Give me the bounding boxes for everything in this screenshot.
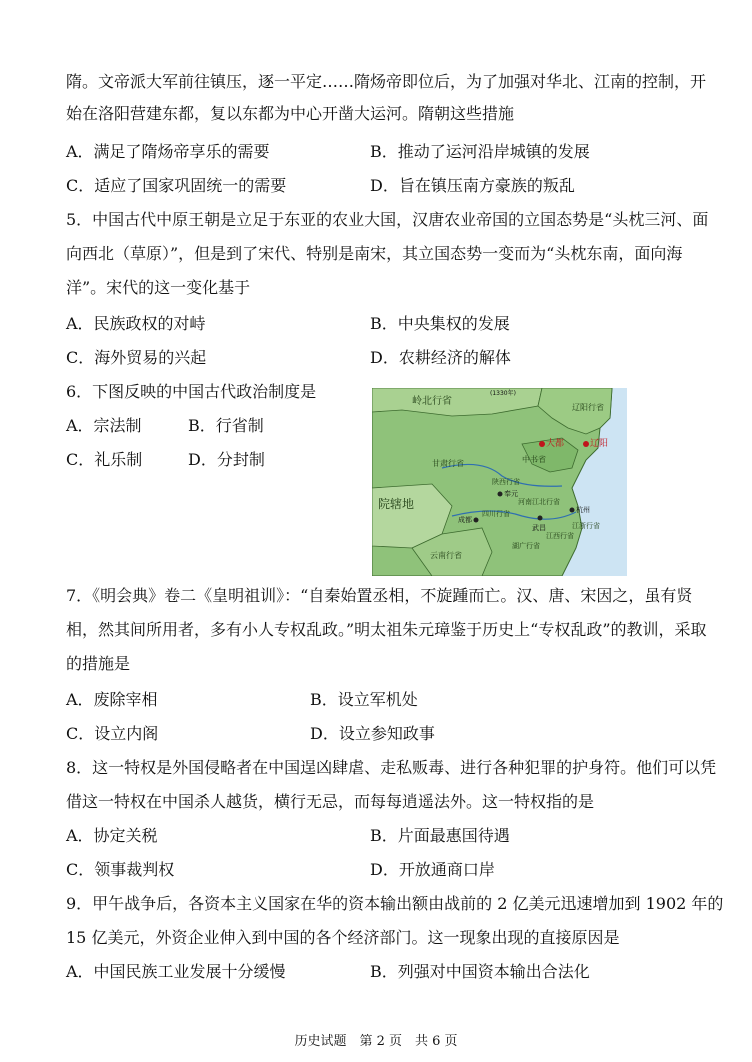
map-label-chengdu: 成都	[458, 516, 472, 524]
q4-option-b: B．推动了运河沿岸城镇的发展	[370, 142, 590, 161]
q8-option-c: C．领事裁判权	[66, 860, 175, 879]
map-label-liaoyang: 辽阳	[590, 439, 609, 449]
q5-stem-line-3: 洋”。宋代的这一变化基于	[66, 278, 251, 297]
chengdu-marker	[474, 518, 479, 523]
map-label-henan: 河南江北行省	[518, 498, 560, 506]
yuan-province-map	[372, 388, 627, 576]
q7-option-d: D．设立参知政事	[310, 724, 435, 743]
q8-stem-line-2: 借这一特权在中国杀人越货，横行无忌，而每每逍遥法外。这一特权指的是	[66, 792, 595, 811]
q8-option-d: D．开放通商口岸	[370, 860, 495, 879]
wuchang-marker	[538, 516, 543, 521]
map-label-gansu: 甘肃行省	[432, 459, 464, 468]
fengyuan-marker	[498, 492, 503, 497]
q9-stem-line-1: 9．甲午战争后，各资本主义国家在华的资本输出额由战前的 2 亿美元迅速增加到 1902 年的	[66, 894, 724, 913]
map-label-yunnan: 云南行省	[430, 551, 462, 560]
map-label-fengyuan: 奉元	[504, 490, 518, 498]
q5-option-a: A．民族政权的对峙	[66, 314, 206, 333]
q7-stem-line-3: 的措施是	[66, 654, 131, 673]
q9-option-a: A．中国民族工业发展十分缓慢	[66, 962, 286, 981]
q5-stem-line-1: 5．中国古代中原王朝是立足于东亚的农业大国，汉唐农业帝国的立国态势是“头枕三河、面	[66, 210, 709, 229]
hangzhou-marker	[570, 508, 575, 513]
q8-stem-line-1: 8．这一特权是外国侵略者在中国逞凶肆虐、走私贩毒、进行各种犯罪的护身符。他们可以凭	[66, 758, 717, 777]
page-footer: 历史试题 第 2 页 共 6 页	[294, 1034, 458, 1049]
q6-option-a: A．宗法制	[66, 416, 142, 435]
q6-option-c: C．礼乐制	[66, 450, 143, 469]
q7-option-a: A．废除宰相	[66, 690, 158, 709]
map-label-liaoyang-prov: 辽阳行省	[572, 403, 604, 412]
q5-option-c: C．海外贸易的兴起	[66, 348, 207, 367]
map-label-lingbei: 岭北行省	[412, 396, 452, 407]
map-label-huguang: 湖广行省	[512, 542, 540, 550]
q4-option-c: C．适应了国家巩固统一的需要	[66, 176, 287, 195]
map-label-zhongshu: 中书省	[522, 455, 546, 464]
map-label-wuchang: 武昌	[532, 524, 546, 532]
q5-option-d: D．农耕经济的解体	[370, 348, 511, 367]
q4-stem-line-1: 隋。文帝派大军前往镇压，逐一平定……隋炀帝即位后，为了加强对华北、江南的控制，开	[66, 72, 707, 91]
map-label-shaanxi: 陕西行省	[492, 478, 520, 486]
dadu-marker	[539, 441, 545, 447]
q7-option-c: C．设立内阁	[66, 724, 159, 743]
q4-option-d: D．旨在镇压南方豪族的叛乱	[370, 176, 575, 195]
map-year-label: (1330年)	[490, 390, 516, 397]
q9-option-b: B．列强对中国资本输出合法化	[370, 962, 590, 981]
q6-stem: 6．下图反映的中国古代政治制度是	[66, 382, 317, 401]
q7-option-b: B．设立军机处	[310, 690, 418, 709]
map-label-tibet: 院辖地	[378, 497, 415, 511]
q4-option-a: A．满足了隋炀帝享乐的需要	[66, 142, 270, 161]
map-label-sichuan: 四川行省	[482, 510, 510, 518]
q6-option-d: D．分封制	[188, 450, 265, 469]
q8-option-a: A．协定关税	[66, 826, 158, 845]
q4-stem-line-2: 始在洛阳营建东都，复以东都为中心开凿大运河。隋朝这些措施	[66, 104, 515, 123]
map-label-jiangxi: 江西行省	[546, 532, 574, 540]
q5-stem-line-2: 向西北（草原）”，但是到了宋代、特别是南宋，其立国态势一变而为“头枕东南，面向海	[66, 244, 683, 263]
q9-stem-line-2: 15 亿美元，外资企业伸入到中国的各个经济部门。这一现象出现的直接原因是	[66, 928, 620, 947]
q6-option-b: B．行省制	[188, 416, 264, 435]
q7-stem-line-1: 7．《明会典》卷二《皇明祖训》：“自秦始置丞相，不旋踵而亡。汉、唐、宋因之，虽有贤	[66, 586, 693, 605]
map-label-hangzhou: 杭州	[576, 506, 590, 514]
map-label-dadu: 大都	[546, 439, 565, 449]
q8-option-b: B．片面最惠国待遇	[370, 826, 510, 845]
q7-stem-line-2: 相，然其间所用者，多有小人专权乱政。”明太祖朱元璋鉴于历史上“专权乱政”的教训，采取	[66, 620, 707, 639]
liaoyang-marker	[583, 441, 589, 447]
map-label-jiangzhe: 江浙行省	[572, 522, 600, 530]
q5-option-b: B．中央集权的发展	[370, 314, 510, 333]
